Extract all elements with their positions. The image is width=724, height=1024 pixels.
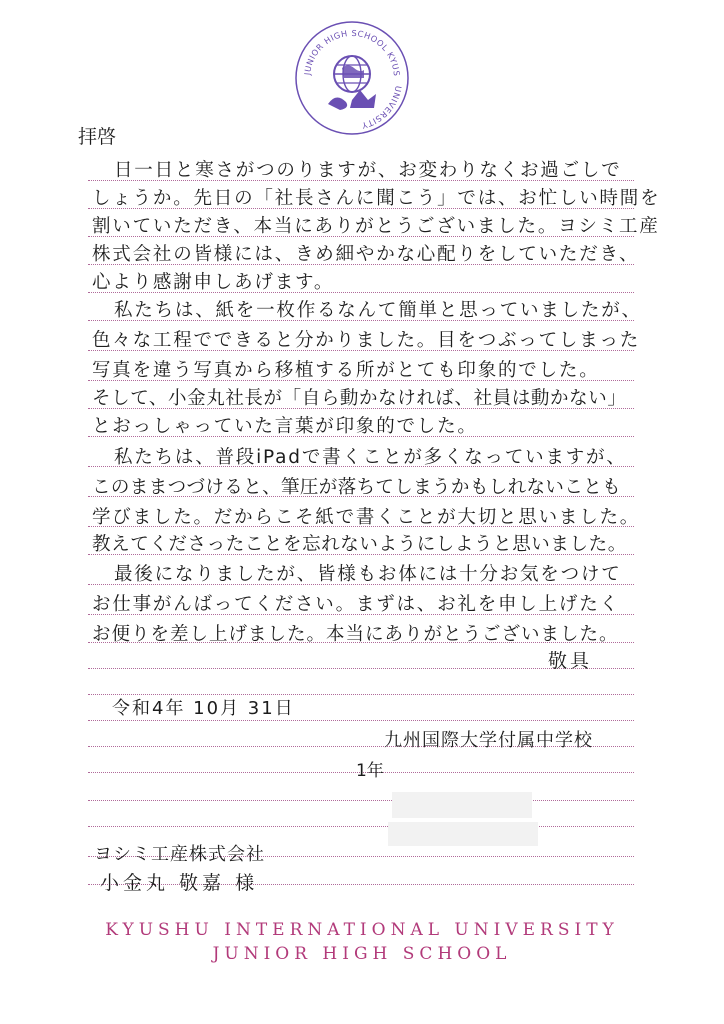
letter-line: 心より感謝申しあげます。 <box>92 272 335 293</box>
footer-school-line2: JUNIOR HIGH SCHOOL <box>212 944 512 964</box>
letter-line: 私たちは、紙を一枚作るなんて簡単と思っていましたが、 <box>114 300 642 321</box>
school-name: 九州国際大学付属中学校 <box>384 730 593 751</box>
letter-line: 私たちは、普段iPadで書くことが多くなっていますが、 <box>114 447 627 468</box>
recipient-name: 小金丸 敬嘉 様 <box>100 872 259 894</box>
letter-line: とおっしゃっていた言葉が印象的でした。 <box>92 416 478 437</box>
letter-line: 最後になりましたが、皆様もお体には十分お気をつけて <box>114 564 622 585</box>
letter-date: 令和4年 10月 31日 <box>112 698 295 719</box>
school-logo <box>292 18 412 138</box>
svg-text:JUNIOR HIGH SCHOOL KYUSHU INT: JUNIOR HIGH SCHOOL KYUS <box>302 27 403 77</box>
letter-line: しょうか。先日の「社長さんに聞こう」では、お忙しい時間を <box>92 188 661 209</box>
grade: 1年 <box>356 761 384 781</box>
letter-line: 写真を違う写真から移植する所がとても印象的でした。 <box>92 360 600 381</box>
redacted-name <box>388 822 538 846</box>
ruled-line <box>88 720 634 721</box>
letter-line: お仕事がんばってください。まずは、お礼を申し上げたく <box>92 594 620 615</box>
salutation: 拝啓 <box>78 126 117 148</box>
letter-line: 割いていただき、本当にありがとうございました。ヨシミ工産 <box>92 216 660 237</box>
ruled-line <box>88 800 634 801</box>
letter-line: そして、小金丸社長が「自ら動かなければ、社員は動かない」 <box>92 388 627 409</box>
letter-line: このままつづけると、筆圧が落ちてしまうかもしれないことも <box>92 477 622 498</box>
footer-school-line1: KYUSHU INTERNATIONAL UNIVERSITY <box>105 920 619 940</box>
letter-line: お便りを差し上げました。本当にありがとうございました。 <box>92 624 619 645</box>
redacted-name <box>392 792 532 818</box>
letter-line: 学びました。だからこそ紙で書くことが大切と思いました。 <box>92 507 641 528</box>
letter-line: 色々な工程でできると分かりました。目をつぶってしまった <box>92 330 641 351</box>
ruled-line <box>88 826 634 827</box>
letter-line: 日一日と寒さがつのりますが、お変わりなくお過ごしで <box>114 160 622 181</box>
recipient-company: ヨシミ工産株式会社 <box>94 844 265 865</box>
letter-line: 株式会社の皆様には、きめ細やかな心配りをしていただき、 <box>92 244 640 265</box>
closing: 敬具 <box>548 650 593 672</box>
svg-text:UNIVERSITY: UNIVERSITY <box>360 84 404 131</box>
letter-line: 教えてくださったことを忘れないようにしようと思いました。 <box>92 534 627 555</box>
